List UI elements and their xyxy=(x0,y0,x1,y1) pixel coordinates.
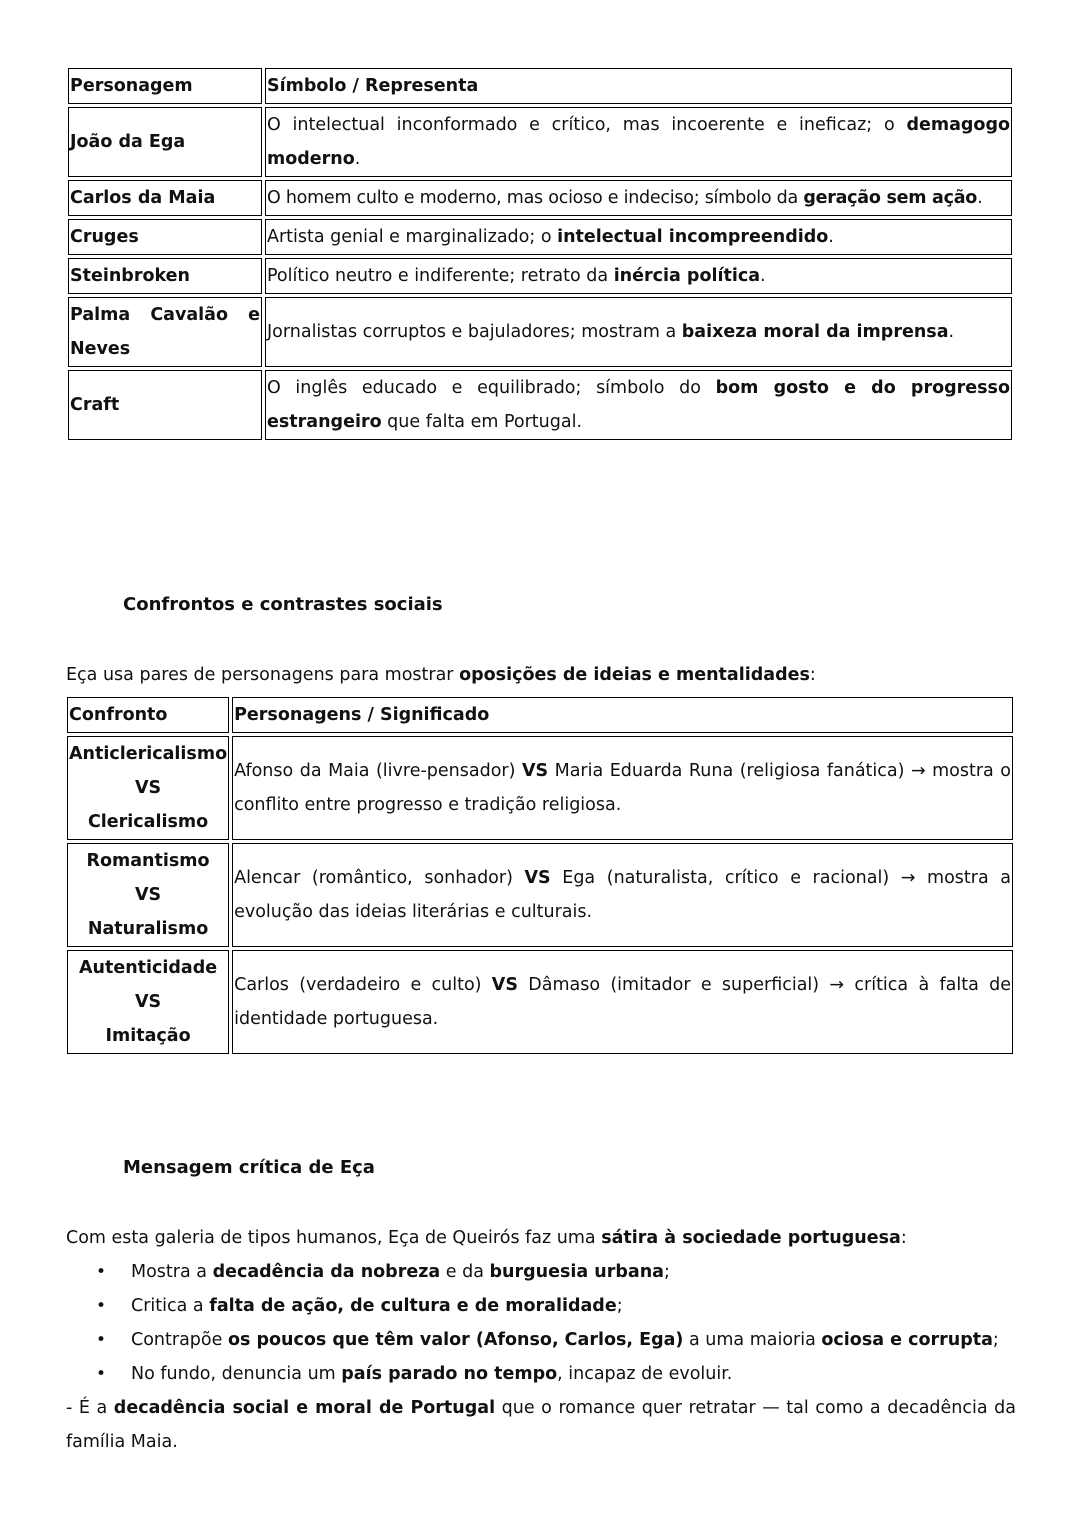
table-row xyxy=(67,736,1013,840)
table-row xyxy=(68,370,1012,440)
bullet-icon: • xyxy=(96,1262,107,1282)
confrontation-cell xyxy=(67,843,229,947)
section-intro: Com esta galeria de tipos humanos, Eça de Queirós faz uma sátira à sociedade portuguesa: xyxy=(66,1228,907,1248)
confrontation-description: Carlos (verdadeiro e culto) VS Dâmaso (imitador e superficial) → crítica à falta de identidade portuguesa. xyxy=(232,950,1013,1054)
table-row xyxy=(68,107,1012,177)
table-header-row xyxy=(68,68,1012,104)
character-name: Craft xyxy=(68,370,262,440)
character-description: O inglês educado e equilibrado; símbolo do bom gosto e do progresso estrangeiro que falta em Portugal. xyxy=(265,370,1012,440)
header-cell: Personagem xyxy=(68,68,262,104)
header-cell: Confronto xyxy=(67,697,229,733)
character-name: Palma Cavalão e Neves xyxy=(68,297,262,367)
table-row xyxy=(68,297,1012,367)
confrontation-description: Alencar (romântico, sonhador) VS Ega (naturalista, crítico e racional) → mostra a evolução das ideias literárias e culturais. xyxy=(232,843,1013,947)
table-row xyxy=(68,258,1012,294)
character-name: Steinbroken xyxy=(68,258,262,294)
character-name: João da Ega xyxy=(68,107,262,177)
critique-list xyxy=(66,1255,1016,1391)
versus-label: VS xyxy=(134,778,162,798)
confrontation-term: Imitação xyxy=(105,1026,191,1046)
versus-label: VS xyxy=(134,885,162,905)
section-heading: Mensagem crítica de Eça xyxy=(123,1157,375,1178)
character-description: Artista genial e marginalizado; o intelectual incompreendido. xyxy=(265,219,1012,255)
confrontation-term: Autenticidade xyxy=(78,958,218,978)
confrontation-cell xyxy=(67,950,229,1054)
character-description: O homem culto e moderno, mas ocioso e indeciso; símbolo da geração sem ação. xyxy=(265,180,1012,216)
list-item: • Contrapõe os poucos que têm valor (Afonso, Carlos, Ega) a uma maioria ociosa e corrupta; xyxy=(66,1323,1016,1357)
header-cell: Símbolo / Representa xyxy=(265,68,1012,104)
table-row xyxy=(67,950,1013,1054)
table-header-row xyxy=(67,697,1013,733)
conclusion-paragraph: - É a decadência social e moral de Portugal que o romance quer retratar — tal como a decadência da família Maia. xyxy=(66,1398,1016,1452)
confrontation-term: Naturalismo xyxy=(87,919,209,939)
character-description: Político neutro e indiferente; retrato da inércia política. xyxy=(265,258,1012,294)
character-description: Jornalistas corruptos e bajuladores; mostram a baixeza moral da imprensa. xyxy=(265,297,1012,367)
list-item: • Mostra a decadência da nobreza e da burguesia urbana; xyxy=(66,1255,1016,1289)
list-item: • Critica a falta de ação, de cultura e de moralidade; xyxy=(66,1289,1016,1323)
character-description: O intelectual inconformado e crítico, mas incoerente e ineficaz; o demagogo moderno. xyxy=(265,107,1012,177)
bullet-icon: • xyxy=(96,1364,107,1384)
bullet-icon: • xyxy=(96,1330,107,1350)
confrontation-term: Clericalismo xyxy=(87,812,209,832)
versus-label: VS xyxy=(134,992,162,1012)
table-row xyxy=(68,219,1012,255)
header-cell: Personagens / Significado xyxy=(232,697,1013,733)
table-row xyxy=(68,180,1012,216)
list-item: • No fundo, denuncia um país parado no tempo, incapaz de evoluir. xyxy=(66,1357,1016,1391)
character-name: Cruges xyxy=(68,219,262,255)
confrontation-term: Anticlericalismo xyxy=(69,744,228,764)
section-heading: Confrontos e contrastes sociais xyxy=(123,594,443,615)
characters-table xyxy=(65,65,1015,443)
bullet-icon: • xyxy=(96,1296,107,1316)
table-row xyxy=(67,843,1013,947)
character-name: Carlos da Maia xyxy=(68,180,262,216)
section-intro: Eça usa pares de personagens para mostrar oposições de ideias e mentalidades: xyxy=(66,665,816,685)
confrontation-term: Romantismo xyxy=(86,851,210,871)
confrontation-cell xyxy=(67,736,229,840)
confrontations-table xyxy=(64,694,1016,1057)
confrontation-description: Afonso da Maia (livre-pensador) VS Maria Eduarda Runa (religiosa fanática) → mostra o conflito entre progresso e tradição religiosa. xyxy=(232,736,1013,840)
